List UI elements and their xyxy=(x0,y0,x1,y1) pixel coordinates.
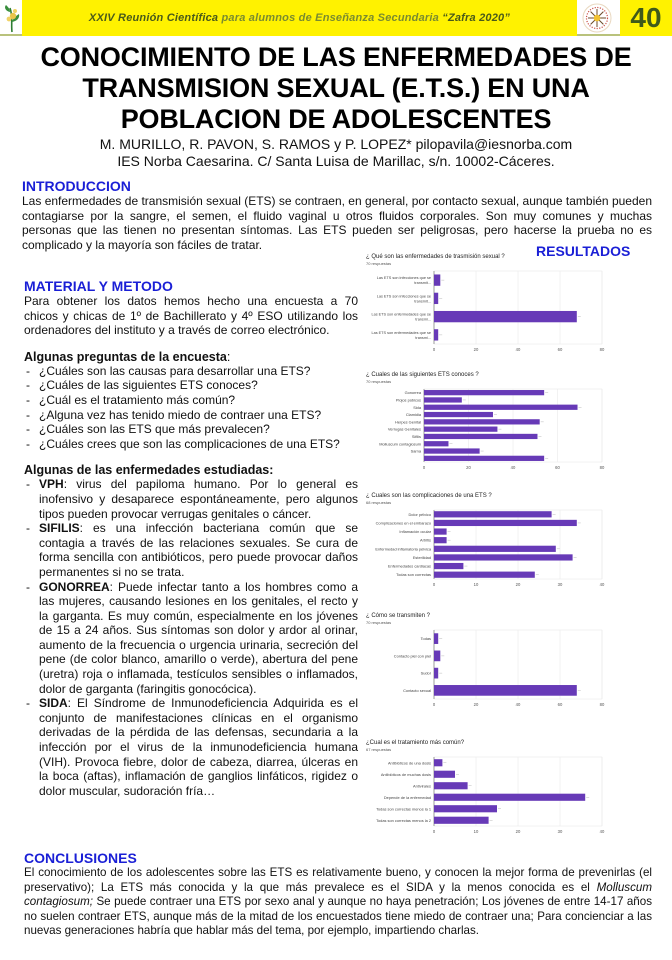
bar xyxy=(424,397,462,402)
bar-chart xyxy=(366,506,606,589)
authors-block xyxy=(0,136,672,170)
disease-name: VPH xyxy=(39,477,64,492)
category-label: transmit... xyxy=(414,281,431,286)
category-label: Complicaciones en el embarazo xyxy=(375,520,431,526)
category-label: Antibióticos de muchas dosis xyxy=(380,771,431,777)
conference-edition: “Zafra 2020” xyxy=(442,12,511,24)
chart-response-count: 70 respuestas xyxy=(366,379,392,384)
disease-description: : virus del papiloma humano. Por lo general es inofensivo y desaparece espontáneamente, pero algunos tipos pueden provocar verrugas genitales o cáncer. xyxy=(39,477,358,521)
conclusion-text-a: El conocimiento de los adolescentes sobre las ETS es relativamente bueno, y conocen la mejor forma de prevenirlas (el preservativo); La ETS más conocida y la que más prevalece es el SIDA y la menos conocida es el xyxy=(24,866,652,894)
category-label: Inflamación ocular xyxy=(399,529,431,535)
category-label: Todas son correctas menos la 2 xyxy=(376,817,431,823)
x-tick-label: 20 xyxy=(473,702,479,707)
category-label: Sarna xyxy=(410,448,421,454)
category-label: Herpes Genital xyxy=(395,419,421,425)
chart-response-count: 67 respuestas xyxy=(366,747,392,752)
x-tick-label: 0 xyxy=(432,829,436,834)
bar xyxy=(434,668,438,679)
x-tick-label: 0 xyxy=(422,465,426,470)
questions-heading-text: Algunas preguntas de la encuesta xyxy=(24,349,227,364)
x-tick-label: 40 xyxy=(515,347,521,352)
disease-name: SIFILIS xyxy=(39,521,80,536)
bar-chart xyxy=(366,267,606,354)
category-label: Las ETS son infecciones que se xyxy=(376,276,431,281)
bar xyxy=(434,782,468,789)
section-heading: CONCLUSIONES xyxy=(24,850,137,866)
x-tick-label: 60 xyxy=(557,347,563,352)
bar xyxy=(434,572,535,578)
bar xyxy=(434,685,577,696)
x-tick-label: 60 xyxy=(557,702,563,707)
list-item: - ¿Cuáles crees que son las complicaciones de una ETS? xyxy=(24,437,358,452)
disease-item xyxy=(24,696,358,798)
poster-number: 40 xyxy=(620,0,672,36)
category-label: Sida xyxy=(413,404,421,410)
category-label: Gonorrea xyxy=(404,390,421,396)
section-conclusiones xyxy=(24,850,652,939)
bar xyxy=(434,554,573,560)
section-material-metodo xyxy=(24,278,358,798)
disease-item xyxy=(24,521,358,579)
category-label: transmi... xyxy=(415,317,431,322)
conference-sub: para alumnos de Enseñanza Secundaria xyxy=(221,12,439,24)
list-item: - ¿Cuáles de las siguientes ETS conoces? xyxy=(24,378,358,393)
x-tick-label: 30 xyxy=(557,829,563,834)
category-label: Esterilidad xyxy=(412,554,431,560)
bar-chart xyxy=(366,626,606,709)
chart-title: ¿ Cuales de las siguientes ETS conoces ? xyxy=(366,372,479,378)
category-label: Contacto piel con piel xyxy=(393,653,431,659)
x-tick-label: 20 xyxy=(515,582,521,587)
category-label: Molluscum contagiosum xyxy=(379,441,421,447)
category-label: Las ETS son enfermedades que se xyxy=(371,312,431,317)
list-item: - ¿Alguna vez has tenido miedo de contraer una ETS? xyxy=(24,408,358,423)
affiliation: IES Norba Caesarina. C/ Santa Luisa de Marillac, s/n. 10002-Cáceres. xyxy=(117,153,555,169)
bar xyxy=(434,329,438,340)
x-tick-label: 40 xyxy=(599,582,605,587)
bar xyxy=(424,412,493,417)
questions-heading xyxy=(24,350,358,364)
chart-tratamiento xyxy=(366,740,618,836)
conference-name xyxy=(22,0,577,36)
category-label: transmit... xyxy=(414,299,431,304)
bar xyxy=(434,805,497,812)
questions-list xyxy=(24,364,358,452)
bar xyxy=(434,771,455,778)
category-label: Artritis xyxy=(419,537,431,543)
category-label: Todas xyxy=(420,636,431,642)
bar xyxy=(434,651,440,662)
x-tick-label: 20 xyxy=(466,465,471,470)
bar xyxy=(434,759,442,766)
disease-description: : El Síndrome de Inmunodeficiencia Adquirida es el conjunto de manifestaciones clínicas en el organismo derivadas de la pérdida de las defensas, secundaria a la infección por el virus de la inmunodeficiencia humana (VIH). Provoca fiebre, dolor de cabeza, diarrea, úlceras en la boca (aftas), inflamación de ganglios linfáticos, rigidez o dolor muscular, sudoración fría… xyxy=(39,696,358,798)
category-label: Todas son correctas menos la 1 xyxy=(376,806,431,812)
chart-como-se-transmiten xyxy=(366,613,618,709)
chart-response-count: 70 respuestas xyxy=(366,620,392,625)
chart-complicaciones xyxy=(366,493,618,589)
disease-name: GONORREA xyxy=(39,579,110,594)
category-label: transmi... xyxy=(415,335,431,340)
chart-title: ¿ Cuales son las complicaciones de una ETS ? xyxy=(366,493,492,499)
chart-ets-conoces xyxy=(366,372,618,472)
bar xyxy=(434,633,438,644)
category-label: Todas son correctas xyxy=(396,572,431,578)
category-label: Clamidia xyxy=(405,412,421,418)
category-label: Piojos púbicos xyxy=(395,397,421,403)
category-label: Antivirales xyxy=(413,783,431,789)
bar xyxy=(434,274,440,285)
bar-chart xyxy=(366,385,606,472)
section-text xyxy=(24,866,652,939)
conference-main: XXIV Reunión Científica xyxy=(88,12,219,24)
disease-item xyxy=(24,580,358,697)
chart-title: ¿ Cómo se transmiten ? xyxy=(366,613,431,619)
x-tick-label: 0 xyxy=(432,582,436,587)
x-tick-label: 20 xyxy=(473,347,479,352)
chart-title: ¿ Qué son las enfermedades de trasmisión sexual ? xyxy=(366,254,505,260)
list-item: - ¿Cuáles son las causas para desarrollar una ETS? xyxy=(24,364,358,379)
chart-response-count: 68 respuestas xyxy=(366,500,392,505)
x-tick-label: 20 xyxy=(515,829,521,834)
category-label: Enfermedades cardiacas xyxy=(387,563,431,569)
bar xyxy=(434,794,585,801)
x-tick-label: 40 xyxy=(510,465,516,470)
title-line-2: TRANSMISION SEXUAL (E.T.S.) EN UNA xyxy=(82,73,590,103)
section-text: Las enfermedades de transmisión sexual (ETS) se contraen, en general, por contacto sexual, aunque también pueden contagiarse por la sangre, el semen, el fluido vaginal u otros fluidos corporales. Son muy comunes y muchas personas que las tienen no presentan síntomas. Las ETS pueden ser peligrosas, pero hacerse la prueba no es complicado y la mayoría son fáciles de tratar. xyxy=(22,194,652,252)
disease-item xyxy=(24,477,358,521)
section-heading-resultados: RESULTADOS xyxy=(536,243,631,259)
x-tick-label: 40 xyxy=(515,702,521,707)
x-tick-label: 80 xyxy=(599,347,605,352)
category-label: Antibióticos de una dosis xyxy=(387,760,431,766)
category-label: Sifilis xyxy=(411,433,421,439)
diseases-list xyxy=(24,477,358,798)
chart-title: ¿Cual es el tratamiento más común? xyxy=(366,740,465,746)
category-label: Depende de la enfermedad xyxy=(383,794,431,800)
bar xyxy=(434,520,577,526)
x-tick-label: 80 xyxy=(599,702,605,707)
title-line-3: POBLACION DE ADOLESCENTES xyxy=(120,104,552,134)
x-tick-label: 10 xyxy=(473,582,479,587)
bar xyxy=(434,537,447,543)
x-tick-label: 60 xyxy=(555,465,560,470)
diseases-heading: Algunas de las enfermedades estudiadas: xyxy=(24,463,274,478)
x-tick-label: 30 xyxy=(557,582,563,587)
chart-response-count: 70 respuestas xyxy=(366,261,392,266)
disease-description: : es una infección bacteriana común que se contagia a través de las relaciones sexuales. Se cura de forma sencilla con antibióticos, pero puede provocar daños permanentes si no se trata. xyxy=(39,521,358,579)
category-label: Contacto sexual xyxy=(403,687,431,693)
bar xyxy=(424,427,497,432)
sun-seal-logo-icon xyxy=(582,3,612,33)
chart-que-son-ets xyxy=(366,254,618,354)
header-banner xyxy=(0,0,672,36)
x-tick-label: 10 xyxy=(473,829,479,834)
x-tick-label: 0 xyxy=(432,702,436,707)
x-tick-label: 40 xyxy=(599,829,605,834)
category-label: Enfermedad inflamatoria pélvica xyxy=(375,546,431,552)
bar xyxy=(424,434,537,439)
bar xyxy=(434,563,463,569)
section-introduccion xyxy=(22,178,652,252)
bar xyxy=(424,456,544,461)
section-heading: MATERIAL Y METODO xyxy=(24,278,173,294)
conclusion-text-italic: Molluscum contagiosum; xyxy=(24,880,652,909)
bar xyxy=(434,311,577,322)
bar xyxy=(434,528,447,534)
bar xyxy=(424,390,544,395)
category-label: Las ETS son infecciones que se xyxy=(376,294,431,299)
authors: M. MURILLO, R. PAVON, S. RAMOS y P. LOPEZ* pilopavila@iesnorba.com xyxy=(99,136,573,152)
bar xyxy=(434,293,438,304)
questions-heading-colon: : xyxy=(226,349,231,364)
bar xyxy=(434,546,556,552)
bar xyxy=(424,448,480,453)
category-label: Las ETS son enfermedades que se xyxy=(371,330,431,335)
list-item: - ¿Cuál es el tratamiento más común? xyxy=(24,393,358,408)
flower-logo-icon xyxy=(2,2,22,34)
bar xyxy=(424,441,448,446)
section-heading: INTRODUCCION xyxy=(22,178,131,194)
list-item: - ¿Cuáles son las ETS que más prevalecen? xyxy=(24,422,358,437)
section-text: Para obtener los datos hemos hecho una encuesta a 70 chicos y chicas de 1º de Bachillerato y 4º ESO utilizando los ordenadores del instituto y a través de correo electrónico. xyxy=(24,294,358,338)
category-label: Sudor xyxy=(420,670,431,676)
title-line-1: CONOCIMIENTO DE LAS ENFERMEDADES DE xyxy=(40,42,632,72)
category-label: Dolor pélvico xyxy=(408,511,431,517)
bar xyxy=(424,419,540,424)
bar xyxy=(434,817,489,824)
x-tick-label: 80 xyxy=(599,465,605,470)
category-label: Verrugas Genitales xyxy=(387,426,421,432)
poster-title xyxy=(0,42,672,135)
disease-name: SIDA xyxy=(39,696,68,711)
conclusion-text-b: Se puede contraer una ETS por sexo anal y aunque no haya penetración; Los jóvenes de entre 14-17 años no suelen contraer ETS, aunque más de la mitad de los encuestados tiene miedo de contraer una; Para concienciar a las nuevas generaciones habría que hablar más del tema, por ejemplo, impartiendo charlas. xyxy=(24,895,652,938)
bar xyxy=(424,405,578,410)
bar xyxy=(434,511,552,517)
x-tick-label: 0 xyxy=(432,347,436,352)
disease-description: : Puede infectar tanto a los hombres como a las mujeres, causando lesiones en los genitales, el recto y la garganta. Es muy común, especialmente en los jóvenes de 15 a 24 años. Sus síntomas son dolor y ardor al orinar, aumento de la frecuencia o urgencia urinaria, secreción del pene (de color blanco, amarillo o verde), abertura del pene (uretra) roja o inflamada, testículos sensibles o inflamados, dolor de garganta (faringitis gonocócica). xyxy=(39,579,358,696)
bar-chart xyxy=(366,753,606,836)
